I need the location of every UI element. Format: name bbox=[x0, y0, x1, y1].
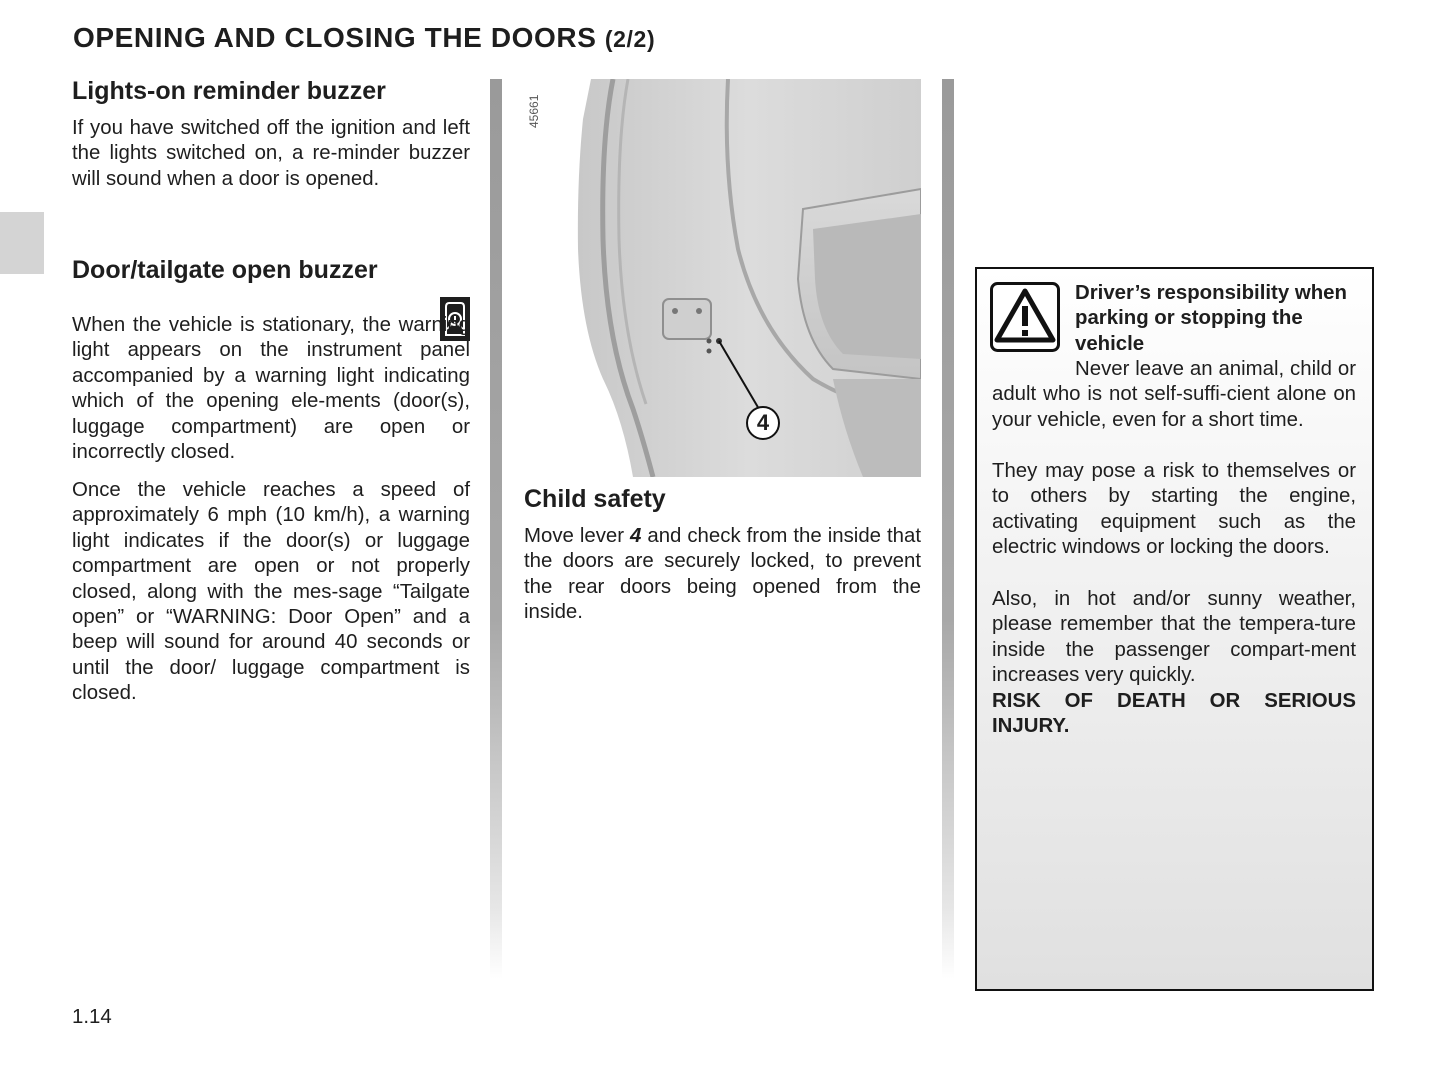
page-title-text: OPENING AND CLOSING THE DOORS bbox=[73, 22, 597, 53]
lights-on-text: If you have switched off the ignition and left the lights switched on, a re-minder buzzer will sound when a door is opened. bbox=[72, 117, 470, 190]
child-safety-text-after: and check from the inside that the doors are securely locked, to prevent the rear doors being opened from the inside. bbox=[524, 525, 921, 624]
child-safety-text-before: Move lever bbox=[524, 525, 631, 547]
column-divider-left bbox=[490, 79, 502, 979]
door-open-heading: Door/tailgate open buzzer bbox=[72, 256, 378, 284]
lever-reference: 4 bbox=[630, 525, 642, 547]
warning-title: Driver’s responsibility when parking or stopping the vehicle bbox=[1075, 282, 1347, 355]
page-title bbox=[73, 22, 655, 54]
page-part: (2/2) bbox=[604, 26, 656, 52]
door-open-text-2: Once the vehicle reaches a speed of approximately 6 mph (10 km/h), a warning light indicates if the door(s) or luggage compartment are open or not properly closed, along with the mes-sage “Tailgate open” or “WARNING: Door Open” and a beep will sound for around 40 seconds or until the door/ luggage compartment is closed. bbox=[72, 479, 470, 705]
section-tab bbox=[0, 212, 44, 274]
door-open-text-1: When the vehicle is stationary, the warning light appears on the instrument panel accompanied by a warning light indicating which of the opening ele-ments (door(s), luggage compartment) are open or incorrectly closed. bbox=[72, 314, 470, 464]
warning-paragraph-3: Also, in hot and/or sunny weather, please remember that the tempera-ture inside the passenger compart-ment increases very quickly. bbox=[992, 588, 1356, 687]
warning-triangle-icon bbox=[990, 282, 1060, 352]
child-safety-heading: Child safety bbox=[524, 485, 666, 513]
warning-paragraph-4: RISK OF DEATH OR SERIOUS INJURY. bbox=[992, 690, 1356, 738]
door-lever-illustration bbox=[503, 79, 921, 477]
callout-4-marker: 4 bbox=[746, 406, 780, 440]
figure-reference-number: 45661 bbox=[527, 94, 541, 128]
page-number: 1.14 bbox=[72, 1006, 112, 1028]
child-safety-text bbox=[524, 524, 921, 626]
lights-on-heading: Lights-on reminder buzzer bbox=[72, 77, 386, 105]
rear-door-drawing bbox=[503, 79, 921, 477]
warning-paragraph-2: They may pose a risk to themselves or to others by starting the engine, activating equipment such as the electric windows or locking the doors. bbox=[992, 460, 1356, 559]
warning-paragraph-1: Never leave an animal, child or adult who is not self-suffi-cient alone on your vehicle, even for a short time. bbox=[992, 358, 1356, 431]
column-divider-right bbox=[942, 79, 954, 979]
